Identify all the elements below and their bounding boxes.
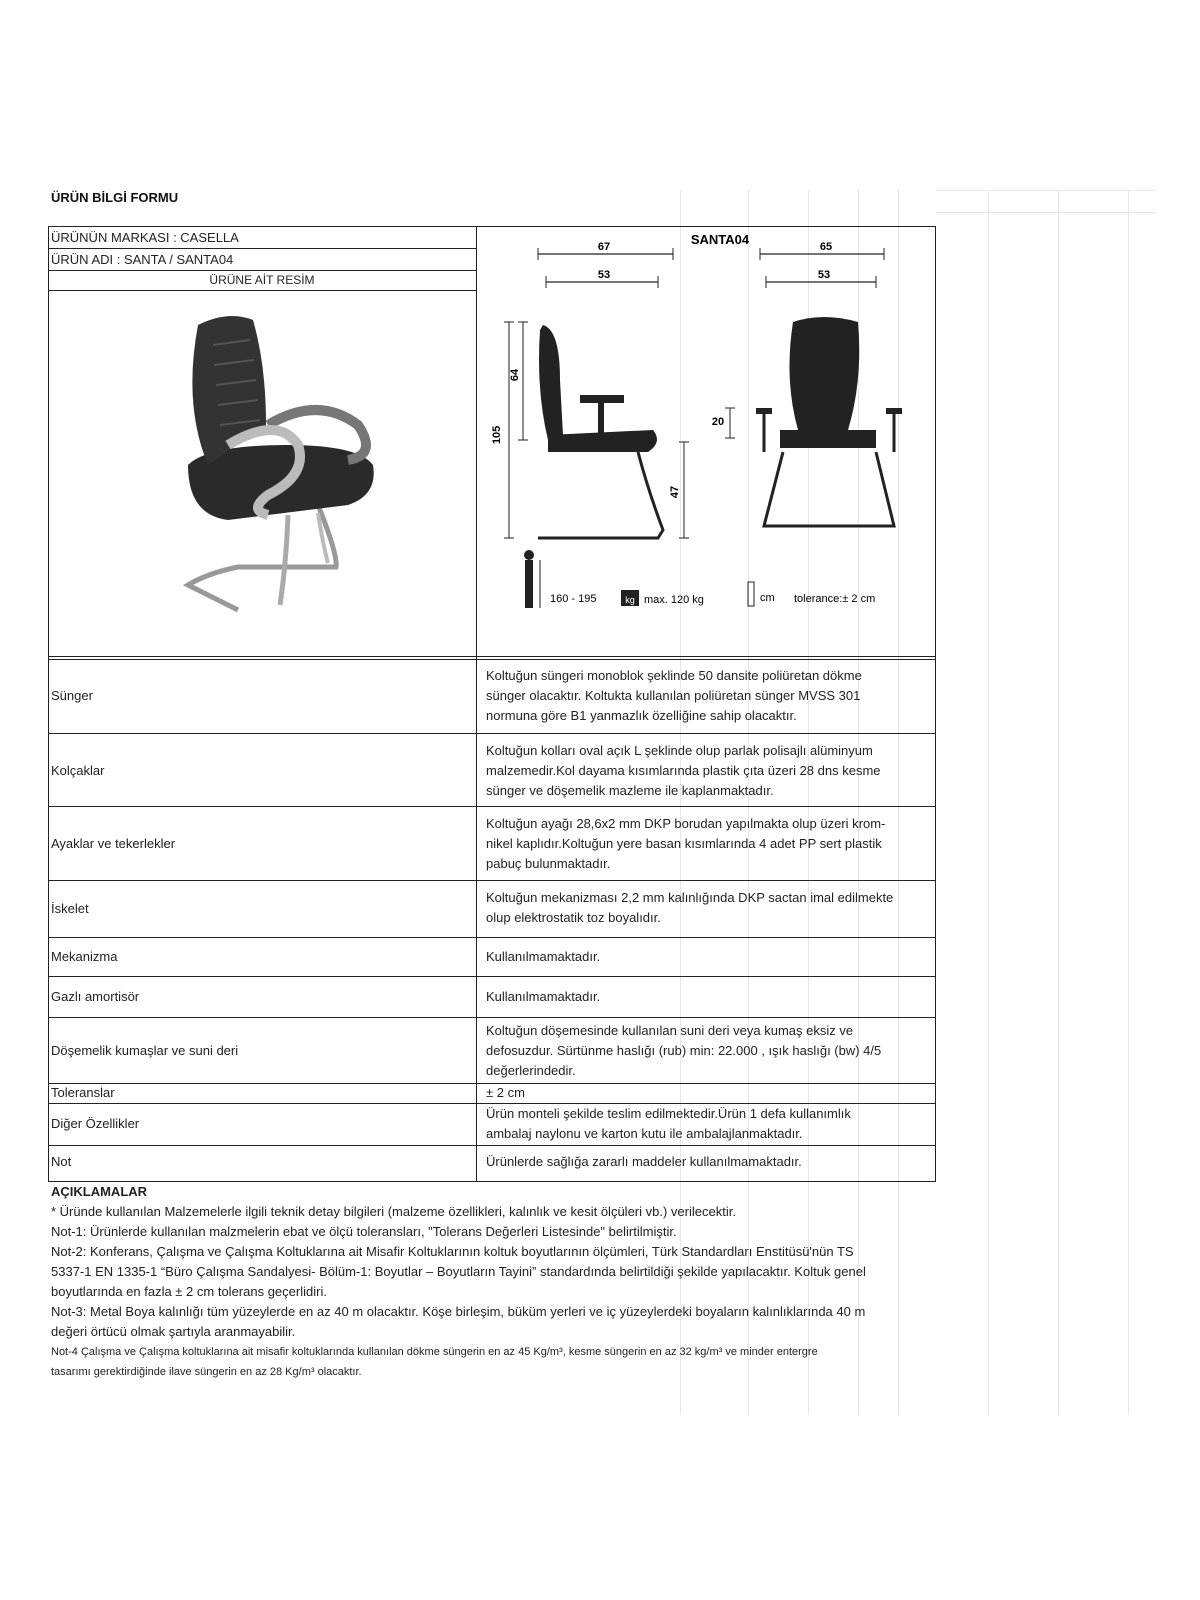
row-divider	[48, 270, 476, 271]
form-title: ÜRÜN BİLGİ FORMU	[51, 190, 179, 205]
note: Not-4 Çalışma ve Çalışma koltuklarına ait misafir koltuklarında kullanılan dökme süngerin en az 45 Kg/m³, kesme süngerin en az 32 kg/m³ ve minder entergre	[51, 1346, 818, 1358]
person-icon	[525, 560, 533, 608]
spec-label: Ayaklar ve tekerlekler	[51, 836, 176, 851]
product-name-label: ÜRÜN ADI : SANTA / SANTA04	[51, 252, 234, 267]
notes-title: AÇIKLAMALAR	[51, 1184, 148, 1199]
note: 5337-1 EN 1335-1 “Büro Çalışma Sandalyesi- Bölüm-1: Boyutlar – Boyutların Tayini” standardında belirtildiği şekilde yapılacaktır. Koltuk genel	[51, 1264, 866, 1279]
dim-front-seat: 53	[817, 269, 831, 281]
spec-text: Koltuğun süngeri monoblok şeklinde 50 dansite poliüretan dökme sünger olacaktır. Koltukta kullanılan poliüretan sünger MVSS 301 normuna göre B1 yanmazlık özelliğine sahip olacaktır.	[486, 668, 862, 723]
note: * Üründe kullanılan Malzemelerle ilgili teknik detay bilgileri (malzeme özellikleri, kalınlık ve kesit ölçüleri vb.) verilecektir.	[51, 1204, 736, 1219]
dim-back-height: 64	[509, 368, 521, 382]
spec-text: Koltuğun kolları oval açık L şeklinde olup parlak polisajlı alüminyum malzemedir.Kol dayama kısımlarında plastik çıta üzeri 28 dns kesme sünger ve döşemelik mazleme ile kaplanmaktadır.	[486, 743, 881, 798]
spec-text: Kullanılmamaktadır.	[486, 989, 601, 1004]
spec-text: Koltuğun mekanizması 2,2 mm kalınlığında DKP sactan imal edilmekte olup elektrostatik toz boyalıdır.	[486, 890, 894, 925]
spec-text: Koltuğun döşemesinde kullanılan suni deri veya kumaş eksiz ve defosuzdur. Sürtünme haslığı (rub) min: 22.000 , ışık haslığı (bw) 4/5 değerlerindedir.	[486, 1023, 882, 1078]
grid-line	[936, 212, 1156, 213]
notes-section	[51, 1182, 941, 1342]
row-divider	[48, 290, 476, 291]
row-divider	[48, 248, 476, 249]
dim-seat-height: 47	[669, 485, 681, 499]
dim-side-seat: 53	[597, 269, 611, 281]
user-height-range: 160 - 195	[550, 593, 597, 605]
dim-total-height: 105	[491, 425, 503, 445]
image-caption: ÜRÜNE AİT RESİM	[209, 273, 315, 287]
spec-text: Ürün monteli şekilde teslim edilmektedir.Ürün 1 defa kullanımlık ambalaj naylonu ve karton kutu ile ambalajlanmaktadır.	[486, 1106, 851, 1141]
column-divider	[476, 226, 477, 660]
unit-label: cm	[760, 592, 775, 604]
grid-line	[1128, 190, 1129, 1415]
note: tasarımı gerektirdiğinde ilave süngerin en az 28 Kg/m³ olacaktır.	[51, 1366, 362, 1378]
spec-text: Kullanılmamaktadır.	[486, 949, 601, 964]
brand-label: ÜRÜNÜN MARKASI : CASELLA	[51, 230, 239, 245]
spec-label: Döşemelik kumaşlar ve suni deri	[51, 1043, 239, 1058]
tolerance-label: tolerance:± 2 cm	[794, 593, 876, 605]
spec-label: Gazlı amortisör	[51, 989, 140, 1004]
spec-label: Kolçaklar	[51, 763, 105, 778]
spec-label: Diğer Özellikler	[51, 1116, 140, 1131]
grid-line	[936, 190, 1156, 191]
notes-small	[51, 1342, 941, 1382]
model-code: SANTA04	[690, 232, 750, 247]
spec-label: Not	[51, 1154, 72, 1169]
product-info-sheet	[48, 190, 1156, 1415]
dim-front-top: 65	[819, 241, 833, 253]
spec-text: Koltuğun ayağı 28,6x2 mm DKP borudan yapılmakta olup üzeri krom- nikel kaplıdır.Koltuğun yere basan kısımlarında 4 adet PP sert plastik pabuç bulunmaktadır.	[486, 816, 886, 871]
spec-text: ± 2 cm	[486, 1085, 525, 1100]
chair-photo	[168, 305, 388, 625]
max-weight: max. 120 kg	[644, 594, 704, 606]
grid-line	[988, 190, 989, 1415]
note: Not-1: Ürünlerde kullanılan malzmelerin ebat ve ölçü toleransları, "Tolerans Değerleri Listesinde" belirtilmiştir.	[51, 1224, 677, 1239]
dim-side-top: 67	[597, 241, 611, 253]
spec-label: Sünger	[51, 688, 93, 703]
spec-label: İskelet	[51, 901, 89, 916]
grid-line	[1058, 190, 1059, 1415]
dim-arm-height: 20	[711, 416, 725, 428]
note: Not-3: Metal Boya kalınlığı tüm yüzeylerde en az 40 m olacaktır. Köşe birleşim, büküm yerleri ve iç yüzeylerdeki boyaların kalınlıklarında 40 m	[51, 1304, 866, 1319]
technical-drawing	[488, 230, 928, 655]
spec-label: Mekanizma	[51, 949, 118, 964]
note: Not-2: Konferans, Çalışma ve Çalışma Koltuklarına ait Misafir Koltuklarının koltuk boyutlarının ölçümleri, Türk Standardları Enstitüsü'nün TS	[51, 1244, 854, 1259]
note: değeri örtücü olmak şartıyla aranmayabilir.	[51, 1324, 296, 1339]
spec-text: Ürünlerde sağlığa zararlı maddeler kullanılmamaktadır.	[486, 1154, 802, 1169]
ruler-icon	[748, 582, 754, 606]
weight-icon-label: kg	[625, 595, 635, 605]
spec-label: Toleranslar	[51, 1085, 115, 1100]
note: boyutlarında en fazla ± 2 cm tolerans geçerlidiri.	[51, 1284, 327, 1299]
